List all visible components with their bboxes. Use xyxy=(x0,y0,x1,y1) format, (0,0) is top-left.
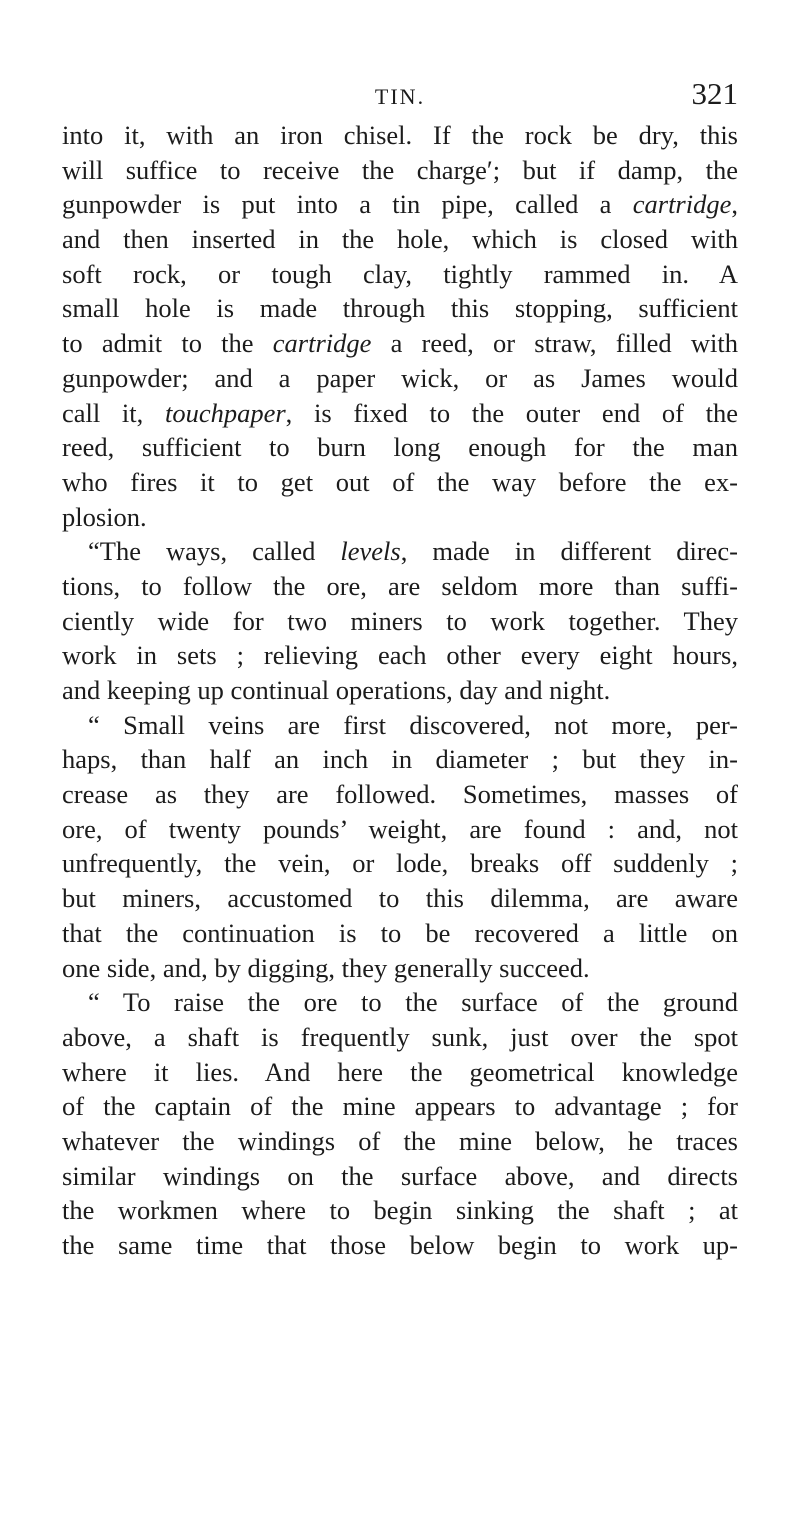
text-line: and then inserted in the hole, which is closed with xyxy=(62,224,738,255)
italic-term: cartridge xyxy=(632,189,732,220)
text-line: plosion. xyxy=(62,501,147,532)
body-text xyxy=(62,118,738,1263)
text-line: one side, and, by digging, they generally succeed. xyxy=(62,952,590,983)
text-line: above, a shaft is frequently sunk, just over the spot xyxy=(62,1021,738,1052)
text-line: gunpowder; and a paper wick, or as James would xyxy=(62,362,738,393)
text-line: but miners, accustomed to this dilemma, are aware xyxy=(62,883,738,914)
text-line: will suffice to receive the charge′; but if damp, the xyxy=(62,154,738,185)
text-line: into it, with an iron chisel. If the rock be dry, this xyxy=(62,120,738,150)
text-line: who fires it to get out of the way before the ex- xyxy=(62,466,738,497)
text-line: of the captain of the mine appears to advantage ; for xyxy=(62,1091,738,1122)
text-line: the workmen where to begin sinking the shaft ; at xyxy=(62,1195,738,1226)
italic-term: cartridge xyxy=(272,328,372,359)
text-line: “ To raise the ore to the surface of the ground xyxy=(88,987,738,1018)
text-line: unfrequently, the vein, or lode, breaks off suddenly ; xyxy=(62,848,738,879)
text-line: gunpowder is put into a tin pipe, called a cartridge, xyxy=(62,189,738,220)
text-line: tions, to follow the ore, are seldom more than suffi- xyxy=(62,570,738,601)
text-line: whatever the windings of the mine below, he traces xyxy=(62,1125,738,1156)
text-line: the same time that those below begin to work up- xyxy=(62,1230,738,1260)
text-line: to admit to the cartridge a reed, or straw, filled with xyxy=(62,328,739,359)
text-line: “ Small veins are first discovered, not more, per- xyxy=(88,709,738,740)
italic-term: touchpaper xyxy=(164,397,286,428)
page-number: 321 xyxy=(691,76,738,111)
text-line: that the continuation is to be recovered a little on xyxy=(62,917,738,948)
italic-term: levels xyxy=(340,536,401,567)
text-line: crease as they are followed. Sometimes, masses of xyxy=(62,779,738,810)
text-line: and keeping up continual operations, day and night. xyxy=(62,675,611,705)
running-head xyxy=(62,76,738,116)
text-line: ore, of twenty pounds’ weight, are found : and, not xyxy=(62,813,738,844)
text-line: soft rock, or tough clay, tightly rammed in. A xyxy=(62,258,738,289)
text-line: haps, than half an inch in diameter ; but they in- xyxy=(62,744,738,775)
text-line: similar windings on the surface above, and directs xyxy=(62,1160,738,1191)
text-line: call it, touchpaper, is fixed to the outer end of the xyxy=(62,397,738,428)
running-title: TIN. xyxy=(374,84,426,109)
text-line: small hole is made through this stopping, sufficient xyxy=(62,293,738,324)
text-line: work in sets ; relieving each other every eight hours, xyxy=(62,640,738,671)
text-line: “The ways, called levels, made in different direc- xyxy=(88,536,739,567)
text-line: where it lies. And here the geometrical knowledge xyxy=(62,1056,738,1087)
text-line: ciently wide for two miners to work together. They xyxy=(62,605,738,636)
text-line: reed, sufficient to burn long enough for the man xyxy=(62,432,738,463)
